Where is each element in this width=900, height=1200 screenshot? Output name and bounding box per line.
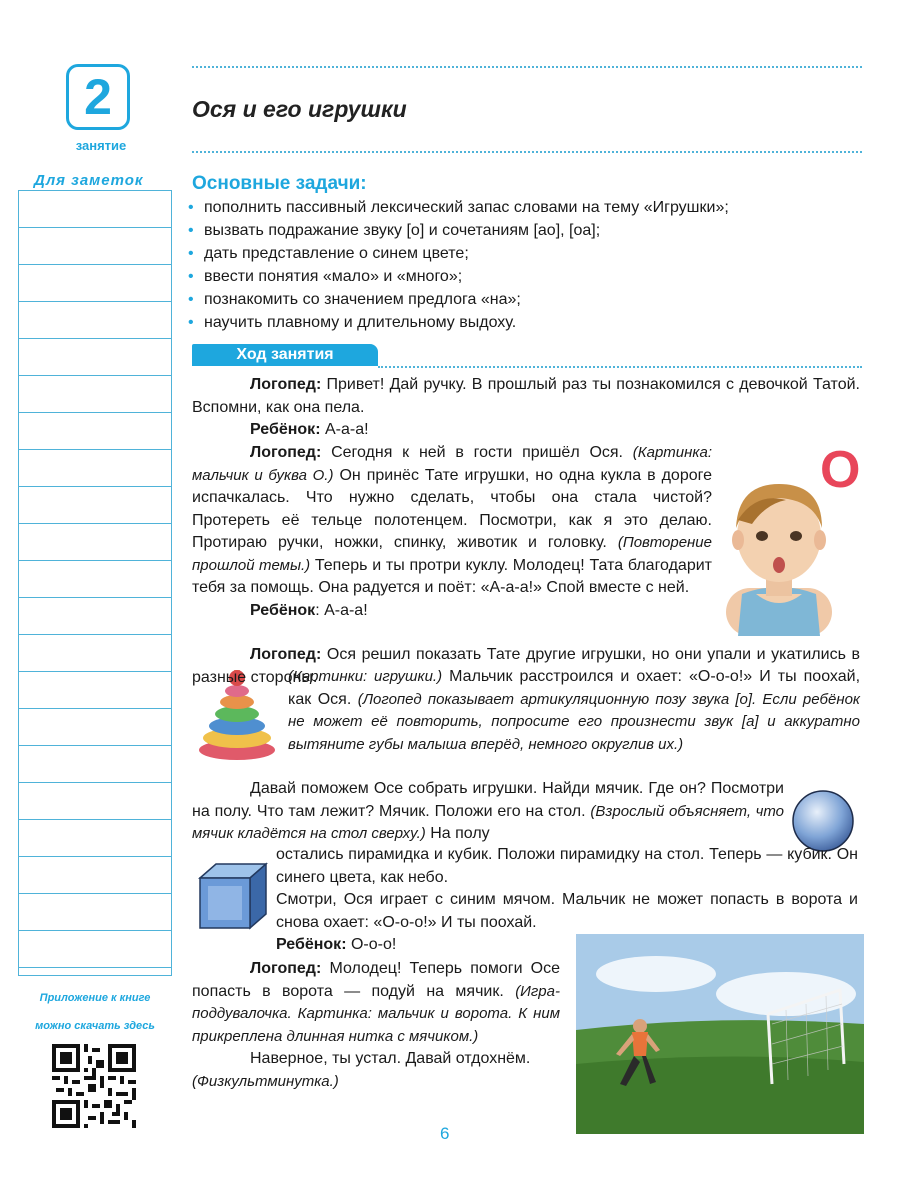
notes-box[interactable] <box>18 190 172 976</box>
page-number: 6 <box>440 1124 450 1143</box>
dialogue-block-2: Логопед: Сегодня к ней в гости пришёл Ося. (Картинка: мальчик и буква О.) Он принёс Тате игрушки, но одна кукла в дороге испачкалась. Что нужно сделать, чтобы она стала чистой? Протереть её тельце полотенцем. Посмотри, как я это делаю. Протираю ручки, ножки, спинку, животик и головку. (Повторение прошлой темы.) Теперь и ты протри куклу. Молодец! Тата благодарит тебя за помощь. Она радуется и поёт: «А-а-а!» Спой вместе с ней. Ребёнок: А-а-а! <box>192 444 712 619</box>
list-item: • научить плавному и длительному выдоху. <box>188 314 517 331</box>
boy-illustration <box>716 470 842 636</box>
letter-o: О <box>820 441 861 499</box>
dialogue-block-3: Логопед: Ося решил показать Тате другие игрушки, но они упали и укатились в разные стороны. <box>192 646 860 686</box>
list-item: • пополнить пассивный лексический запас словами на тему «Игрушки»; <box>188 199 729 216</box>
section-tab: Ход занятия <box>192 344 378 366</box>
appendix-line-1: Приложение к книге <box>39 992 151 1004</box>
lesson-number-badge: 2 <box>66 64 130 130</box>
cube-illustration <box>196 860 270 932</box>
appendix-line-2: можно скачать здесь <box>35 1020 155 1032</box>
top-divider <box>192 66 862 68</box>
section-divider <box>378 366 862 368</box>
list-item: • дать представление о синем цвете; <box>188 245 469 262</box>
dialogue-block-3-wrap: (Картинки: игрушки.) Мальчик расстроился и охает: «О-о-о!» И ты поохай, как Ося. (Логопед показывает артикуляционную позу звука [о]. Если ребёнок не может её повторить, попросите его произнести звук [а] и аккуратно вытяните губы малыша вперёд, немного округлив их.) <box>288 668 861 753</box>
list-item: • познакомить со значением предлога «на»; <box>188 291 521 308</box>
dialogue-block-4: Давай поможем Осе собрать игрушки. Найди мячик. Где он? Посмотри на полу. Что там лежит? Мячик. Положи его на стол. (Взрослый объясняет, что мячик кладётся на стол сверху.) На полу <box>192 780 785 842</box>
title-divider <box>192 151 862 153</box>
dialogue-block-4-wrap: остались пирамидка и кубик. Положи пирамидку на стол. Теперь — кубик. Он синего цвета, как небо. Смотри, Ося играет с синим мячом. Мальчик не может попасть в ворота и снова охает: «О-о-о!» И ты поохай. Ребёнок: О-о-о! <box>276 846 858 953</box>
page-title: Ося и его игрушки <box>192 96 407 122</box>
list-item: • вызвать подражание звуку [о] и сочетаниям [ао], [оа]; <box>188 222 601 239</box>
tasks-list <box>186 196 729 334</box>
list-item: • ввести понятия «мало» и «много»; <box>188 268 463 285</box>
tasks-title: Основные задачи: <box>192 173 367 194</box>
notes-title: Для заметок <box>34 172 144 189</box>
football-illustration <box>576 934 864 1134</box>
lesson-label: занятие <box>75 138 127 153</box>
dialogue-block-5: Логопед: Молодец! Теперь помоги Осе попасть в ворота — подуй на мячик. (Игра-поддувалочка. Картинка: мальчик и ворота. К ним прикреплена длинная нитка с мячиком.) Наверное, ты устал. Давай отдохнём. (Физкультминутка.) <box>192 960 560 1090</box>
qr-code[interactable] <box>52 1044 136 1128</box>
dialogue-block-1: Логопед: Привет! Дай ручку. В прошлый раз ты познакомился с девочкой Татой. Вспомни, как она пела. Ребёнок: А-а-а! <box>192 376 860 438</box>
